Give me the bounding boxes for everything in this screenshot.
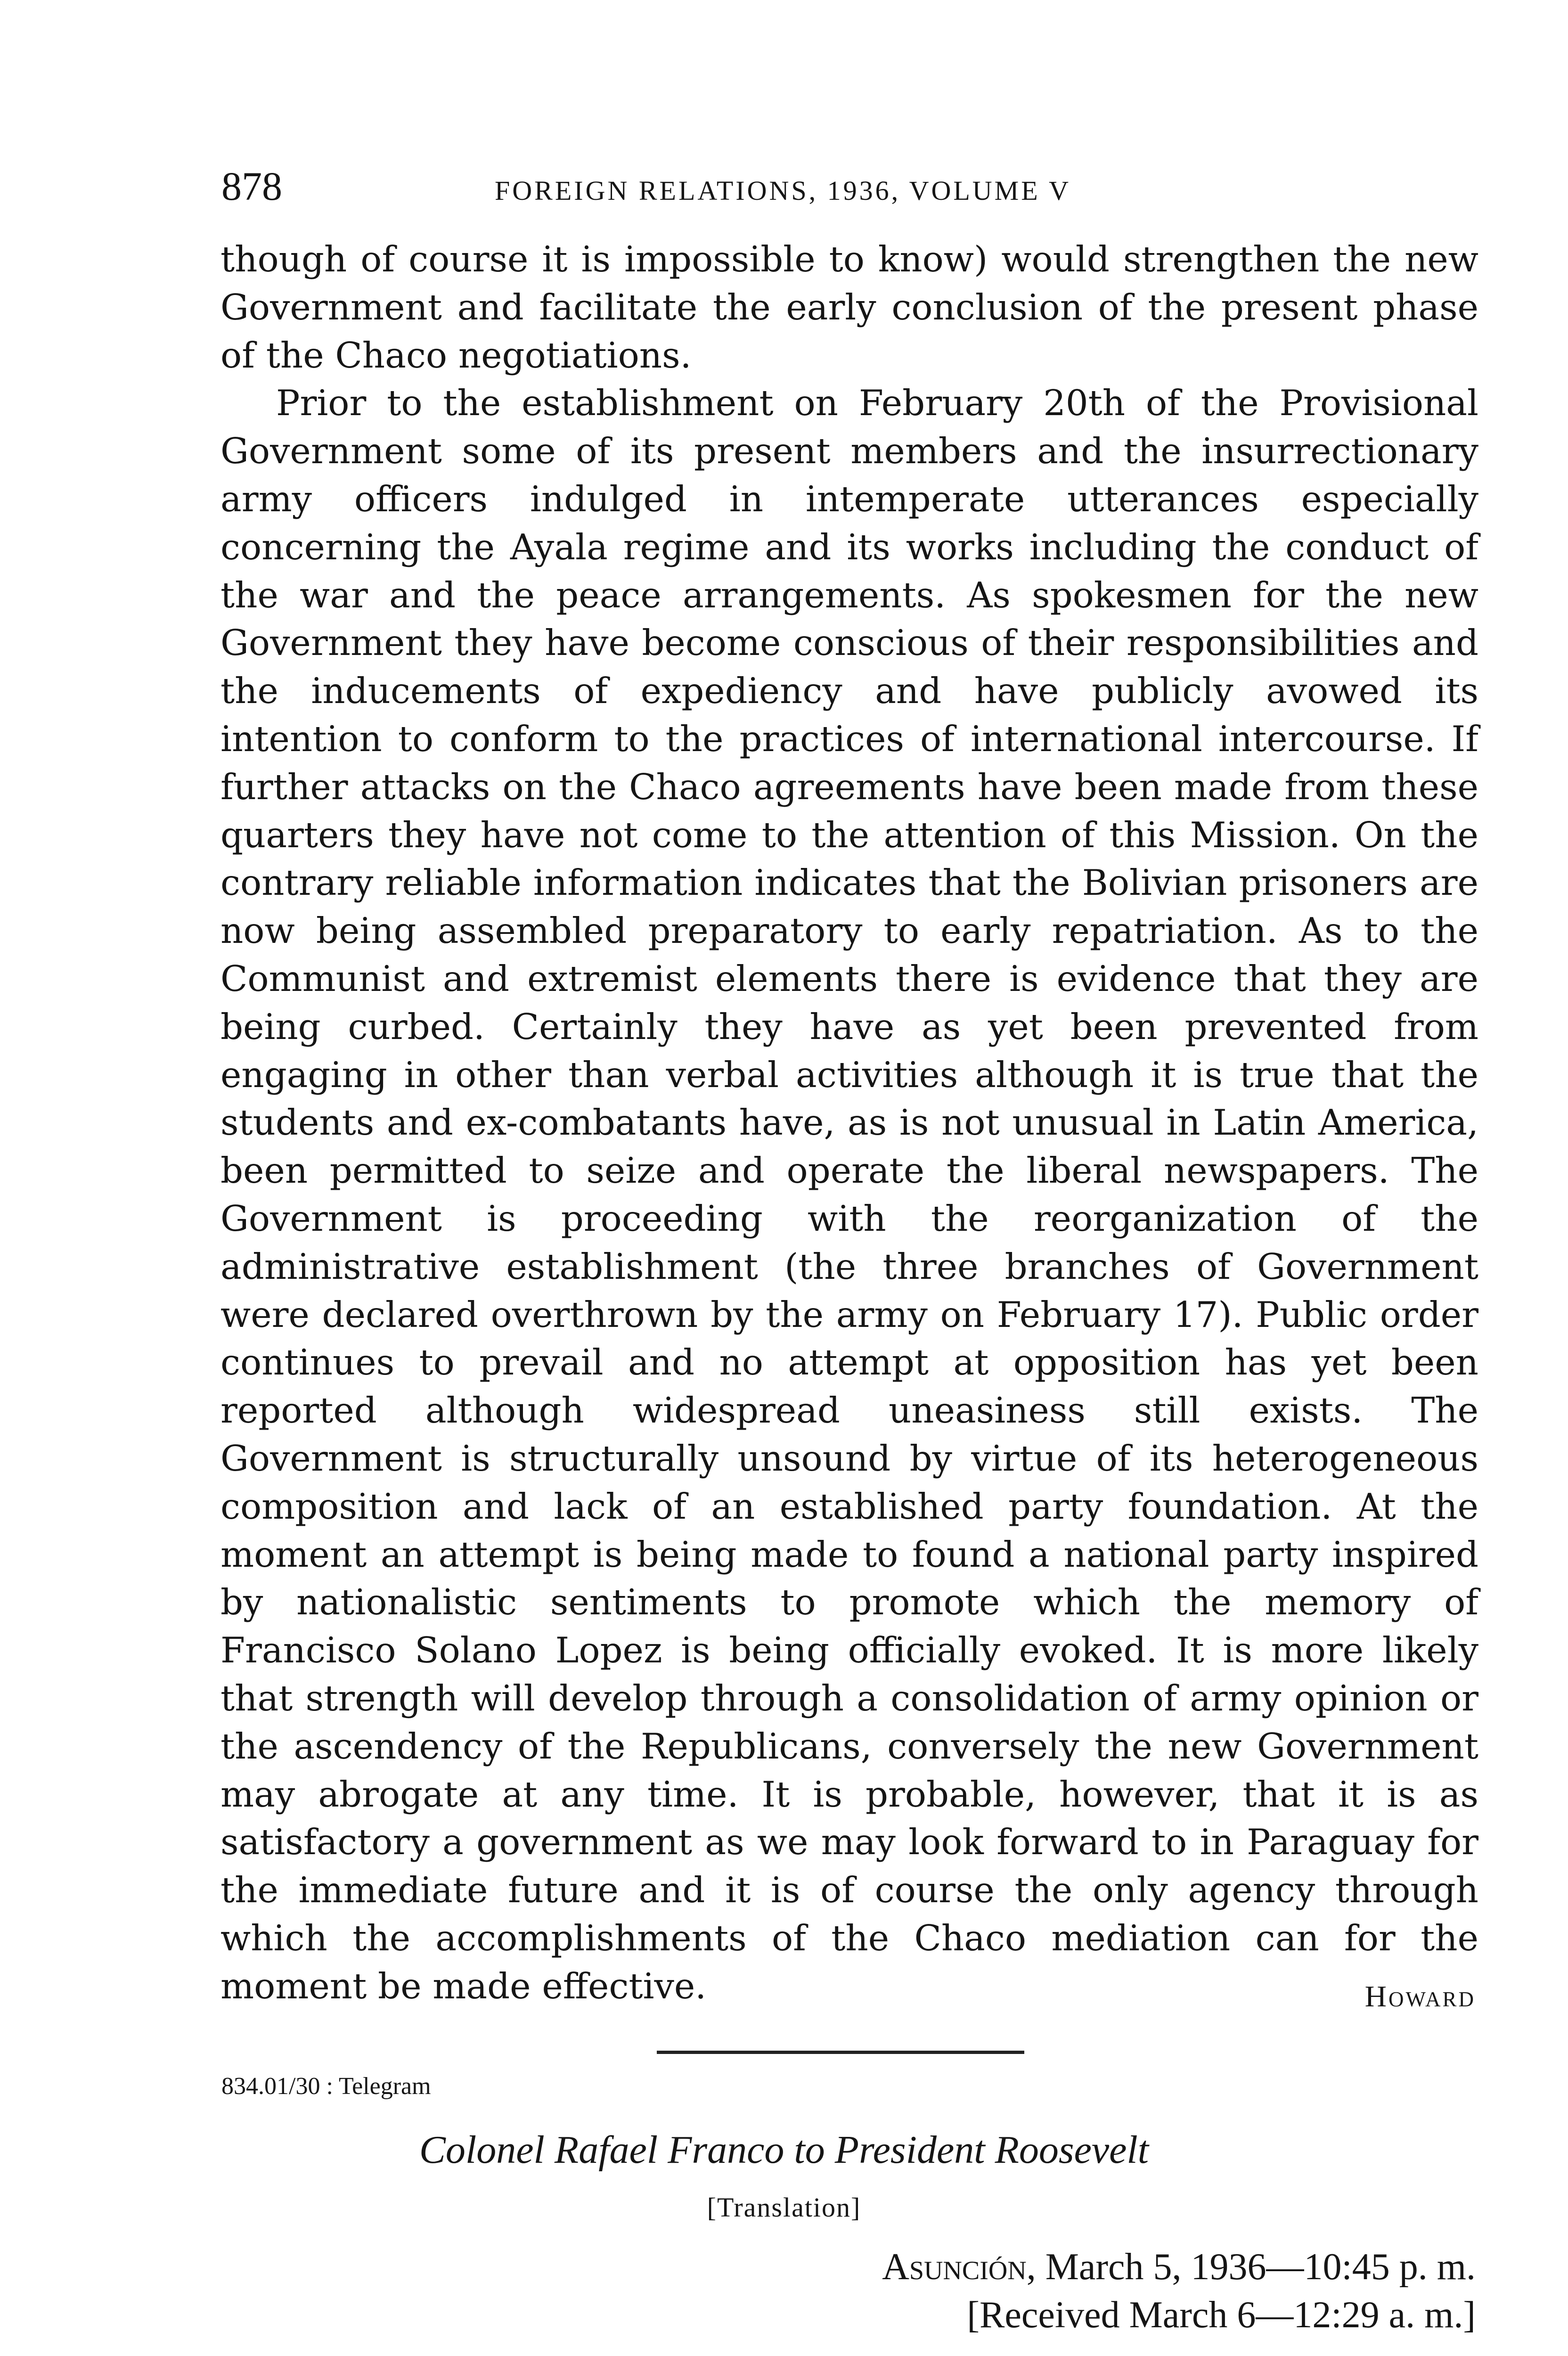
document-title: Colonel Rafael Franco to President Roosevelt [419, 2128, 1149, 2172]
dateline-place: Asunción, [882, 2246, 1036, 2288]
signature: Howard [1364, 1980, 1476, 2013]
paragraph-report: Prior to the establishment on February 20th of the Provisional Government some of its present members and the insurrectionary army officers indulged in intemperate utterances especially concerning the Ayala regime and its works including the conduct of the war and the peace arrangements. As spokesmen for the new Government they have become conscious of their responsibilities and the inducements of expediency and have publicly avowed its intention to conform to the practices of international intercourse. If further attacks on the Chaco agreements have been made from these quarters they have not come to the attention of this Mission. On the contrary reliable information indicates that the Bolivian prisoners are now being assembled preparatory to early repatriation. As to the Communist and extremist elements there is evidence that they are being curbed. Certainly they have as yet been prevented from engaging in other than verbal activities although it is true that the students and ex-combatants have, as is not unusual in Latin America, been permitted to seize and operate the liberal newspapers. The Government is proceeding with the reorganization of the administrative establishment (the three branches of Government were declared overthrown by the army on February 17). Public order continues to prevail and no attempt at opposition has yet been reported although widespread uneasiness still exists. The Government is structurally unsound by virtue of its heterogeneous composition and lack of an established party foundation. At the moment an attempt is being made to found a national party inspired by nationalistic sentiments to promote which the memory of Francisco Solano Lopez is being officially evoked. It is more likely that strength will develop through a consolidation of army opinion or the ascendency of the Republicans, conversely the new Government may abrogate at any time. It is probable, however, that it is as satisfactory a government as we may look forward to in Paraguay for the immediate future and it is of course the only agency through which the accomplishments of the Chaco mediation can for the moment be made effective. [220, 382, 1478, 2007]
dateline-date: March 5, 1936—10:45 p. m. [1045, 2246, 1476, 2288]
body-text [220, 236, 1478, 2010]
section-divider [657, 2051, 1024, 2054]
running-title: FOREIGN RELATIONS, 1936, VOLUME V [495, 175, 1071, 206]
paragraph-continuation: though of course it is impossible to know) would strengthen the new Government and facilitate the early conclusion of the present phase of the Chaco negotiations. [220, 238, 1478, 376]
dateline [882, 2243, 1476, 2339]
running-head [221, 160, 1484, 212]
dateline-sent [882, 2243, 1476, 2291]
file-reference: 834.01/30 : Telegram [221, 2073, 431, 2100]
page-number: 878 [221, 164, 282, 209]
translation-note: [Translation] [707, 2192, 861, 2223]
dateline-received: [Received March 6—12:29 a. m.] [967, 2294, 1476, 2336]
